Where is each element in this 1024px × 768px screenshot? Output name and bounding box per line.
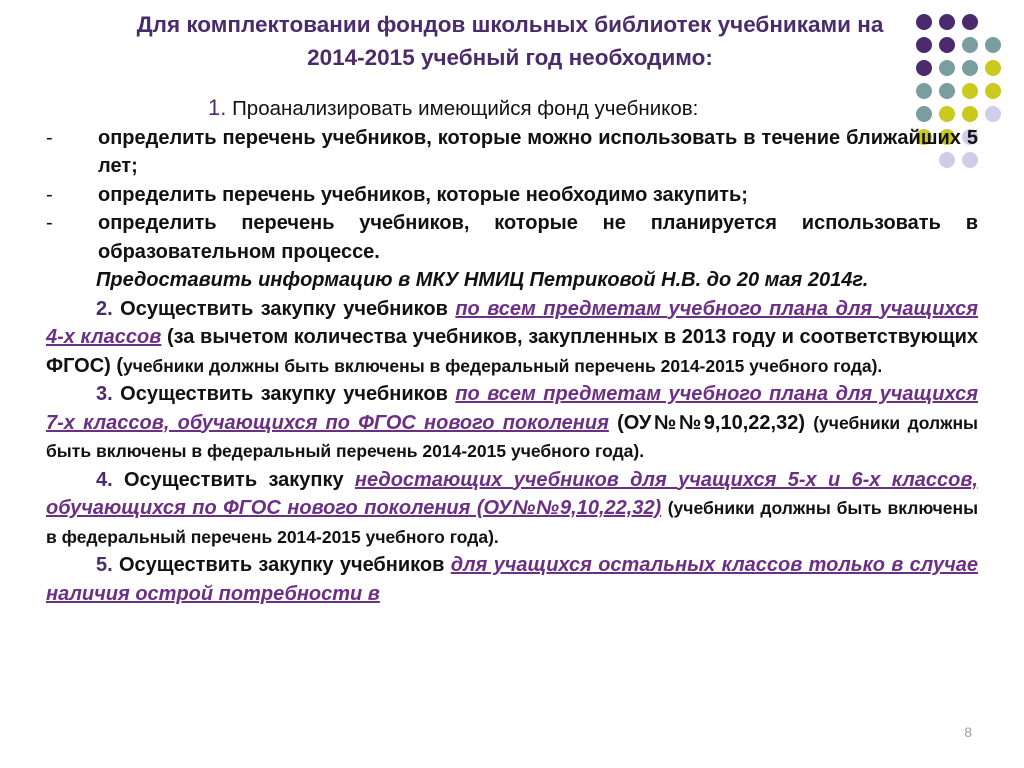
dot [962, 14, 978, 30]
dot [985, 60, 1001, 76]
list-item-text: определить перечень учебников, которые не планируется использовать в образовательном процессе. [98, 212, 978, 263]
dot [985, 37, 1001, 53]
section-number: 5. [96, 554, 113, 576]
section-1-note: Предоставить информацию в МКУ НМИЦ Петриковой Н.В. до 20 мая 2014г. [96, 269, 869, 291]
section-number: 3. [96, 383, 113, 405]
dash-marker: - [46, 126, 53, 149]
dash-marker: - [46, 183, 53, 206]
section-1-heading [46, 94, 978, 124]
section-5 [46, 551, 978, 608]
section-4 [46, 466, 978, 552]
section-text: (ОУ№№9,10,22,32) [617, 411, 805, 434]
list-item-text: определить перечень учебников, которые необходимо закупить; [98, 183, 748, 206]
section-2 [46, 295, 978, 381]
section-lead: Осуществить закупку учебников [120, 297, 448, 320]
section-note: (учебники должны быть включены в федеральный перечень 2014-2015 учебного года). [46, 412, 979, 461]
list-item [46, 181, 978, 210]
section-5-link[interactable]: для учащихся остальных классов только в случае наличия острой потребности в [46, 554, 979, 605]
page-title: Для комплектовании фондов школьных библиотек учебниками на 2014-2015 учебный год необходимо: [136, 12, 884, 70]
section-note: (учебники должны быть включены в федеральный перечень 2014-2015 учебного года). [46, 498, 979, 547]
dot [962, 37, 978, 53]
section-text: (за вычетом количества учебников, закупленных в 2013 году и соответствующих ФГОС) ( [46, 326, 978, 377]
section-number: 4. [96, 468, 113, 491]
page-number: 8 [964, 724, 972, 740]
dot [939, 14, 955, 30]
section-lead: Осуществить закупку [124, 468, 344, 491]
list-item [46, 209, 978, 266]
section-1-heading-text: Проанализировать имеющийся фонд учебников: [232, 97, 699, 120]
section-note: учебники должны быть включены в федеральный перечень 2014-2015 учебного года). [123, 355, 883, 376]
dot [939, 60, 955, 76]
section-3 [46, 380, 978, 466]
dash-marker: - [46, 212, 53, 234]
section-4-link[interactable]: недостающих учебников для учащихся 5-х и 6-х классов, обучающихся по ФГОС нового поколения (ОУ№№9,10,22,32) [46, 468, 978, 519]
dot [916, 14, 932, 30]
dot [939, 37, 955, 53]
section-2-link[interactable]: по всем предметам учебного плана для учащихся 4-х классов [46, 297, 978, 348]
dot [916, 60, 932, 76]
document-body [46, 94, 978, 608]
dot [985, 83, 1001, 99]
dot [985, 106, 1001, 122]
dot [962, 60, 978, 76]
dot [916, 37, 932, 53]
section-lead: Осуществить закупку учебников [120, 383, 448, 405]
section-3-link[interactable]: по всем предметам учебного плана для учащихся 7-х классов, обучающихся по ФГОС нового поколения [46, 383, 978, 434]
list-item-text: определить перечень учебников, которые можно использовать в течение ближайших 5 лет; [98, 126, 978, 177]
section-number: 2. [96, 297, 113, 320]
list-item [46, 124, 978, 181]
section-lead: Осуществить закупку учебников [118, 554, 445, 576]
section-number: 1. [208, 95, 227, 120]
